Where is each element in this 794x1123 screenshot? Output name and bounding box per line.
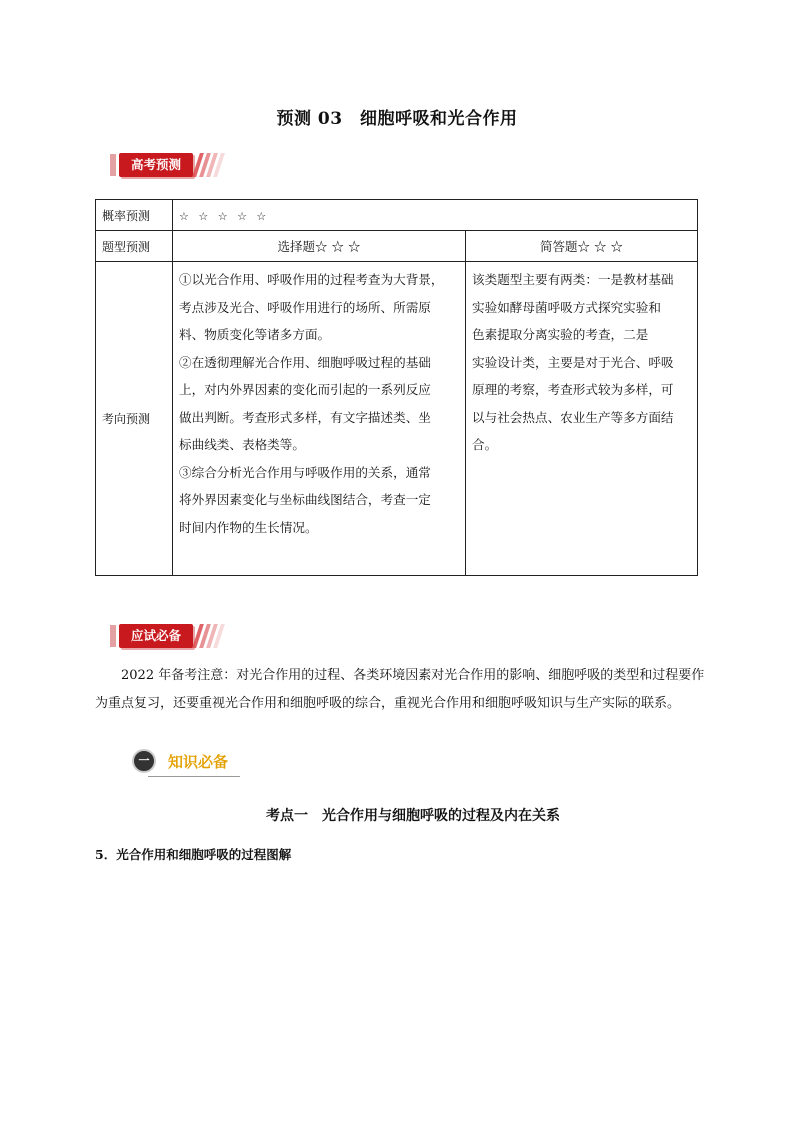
text-line: 实验设计类，主要是对于光合、呼吸: [472, 354, 674, 370]
text-line: 时间内作物的生长情况。: [179, 519, 318, 535]
label-stripes: [196, 153, 221, 177]
number-badge: 一: [132, 749, 156, 773]
short-direction-cell: [466, 262, 698, 576]
text-line: 将外界因素变化与坐标曲线图结合，考查一定: [179, 492, 431, 507]
page-title: 预测 03 细胞呼吸和光合作用: [276, 109, 518, 129]
label-decoration: [110, 154, 116, 176]
text-line: 该类题型主要有两类：一是教材基础: [472, 272, 674, 287]
row-head-probability: 概率预测: [96, 200, 173, 231]
knowledge-heading: [132, 749, 228, 773]
section-label-yingshi: [110, 623, 221, 649]
text-line: 考点涉及光合、呼吸作用进行的场所、所需原: [179, 299, 431, 315]
text-line: 实验如酵母菌呼吸方式探究实验和: [472, 299, 661, 315]
row-head-type: 题型预测: [96, 231, 173, 262]
table-row: [96, 200, 698, 231]
prep-note-paragraph: 2022 年备考注意：对光合作用的过程、各类环境因素对光合作用的影响、细胞呼吸的类型和过程要作为重点复习，还要重视光合作用和细胞呼吸的综合，重视光合作用和细胞呼吸知识与生产实际的联系。: [95, 668, 705, 711]
choice-direction-text: [179, 266, 459, 541]
text-line: 上，对内外界因素的变化而引起的一系列反应: [179, 382, 431, 397]
probability-stars: ☆ ☆ ☆ ☆ ☆: [173, 200, 698, 231]
knowledge-label: 知识必备: [168, 752, 229, 771]
text-line: 做出判断。考查形式多样，有文字描述类、坐: [179, 409, 431, 425]
text-line: ③综合分析光合作用与呼吸作用的关系，通常: [179, 464, 431, 480]
text-line: ①以光合作用、呼吸作用的过程考查为大背景，: [179, 272, 444, 287]
choice-question-header: 选择题☆ ☆ ☆: [173, 231, 466, 262]
short-answer-header: 简答题☆ ☆ ☆: [466, 231, 698, 262]
choice-direction-cell: [173, 262, 466, 576]
prediction-table: [95, 199, 698, 576]
table-row: [96, 231, 698, 262]
section-label-text: 高考预测: [119, 153, 193, 177]
text-line: ②在透彻理解光合作用、细胞呼吸过程的基础: [179, 354, 431, 370]
short-direction-text: [472, 266, 691, 459]
item-heading: 5．光合作用和细胞呼吸的过程图解: [95, 847, 292, 862]
text-line: 料、物质变化等诸多方面。: [179, 327, 331, 342]
row-head-direction: 考向预测: [96, 262, 173, 576]
section-label-text: 应试必备: [119, 624, 193, 648]
text-line: 以与社会热点、农业生产等多方面结: [472, 409, 674, 425]
text-line: 合。: [472, 437, 498, 452]
text-line: 标曲线类、表格类等。: [179, 437, 305, 452]
text-line: 原理的考察，考查形式较为多样，可: [472, 382, 674, 397]
label-decoration: [110, 625, 116, 647]
section-label-gaokao: [110, 152, 221, 178]
divider: [148, 776, 240, 777]
topic-subtitle: 考点一 光合作用与细胞呼吸的过程及内在关系: [266, 808, 560, 824]
table-row: [96, 262, 698, 576]
text-line: 色素提取分离实验的考查，二是: [472, 327, 649, 342]
label-stripes: [196, 624, 221, 648]
